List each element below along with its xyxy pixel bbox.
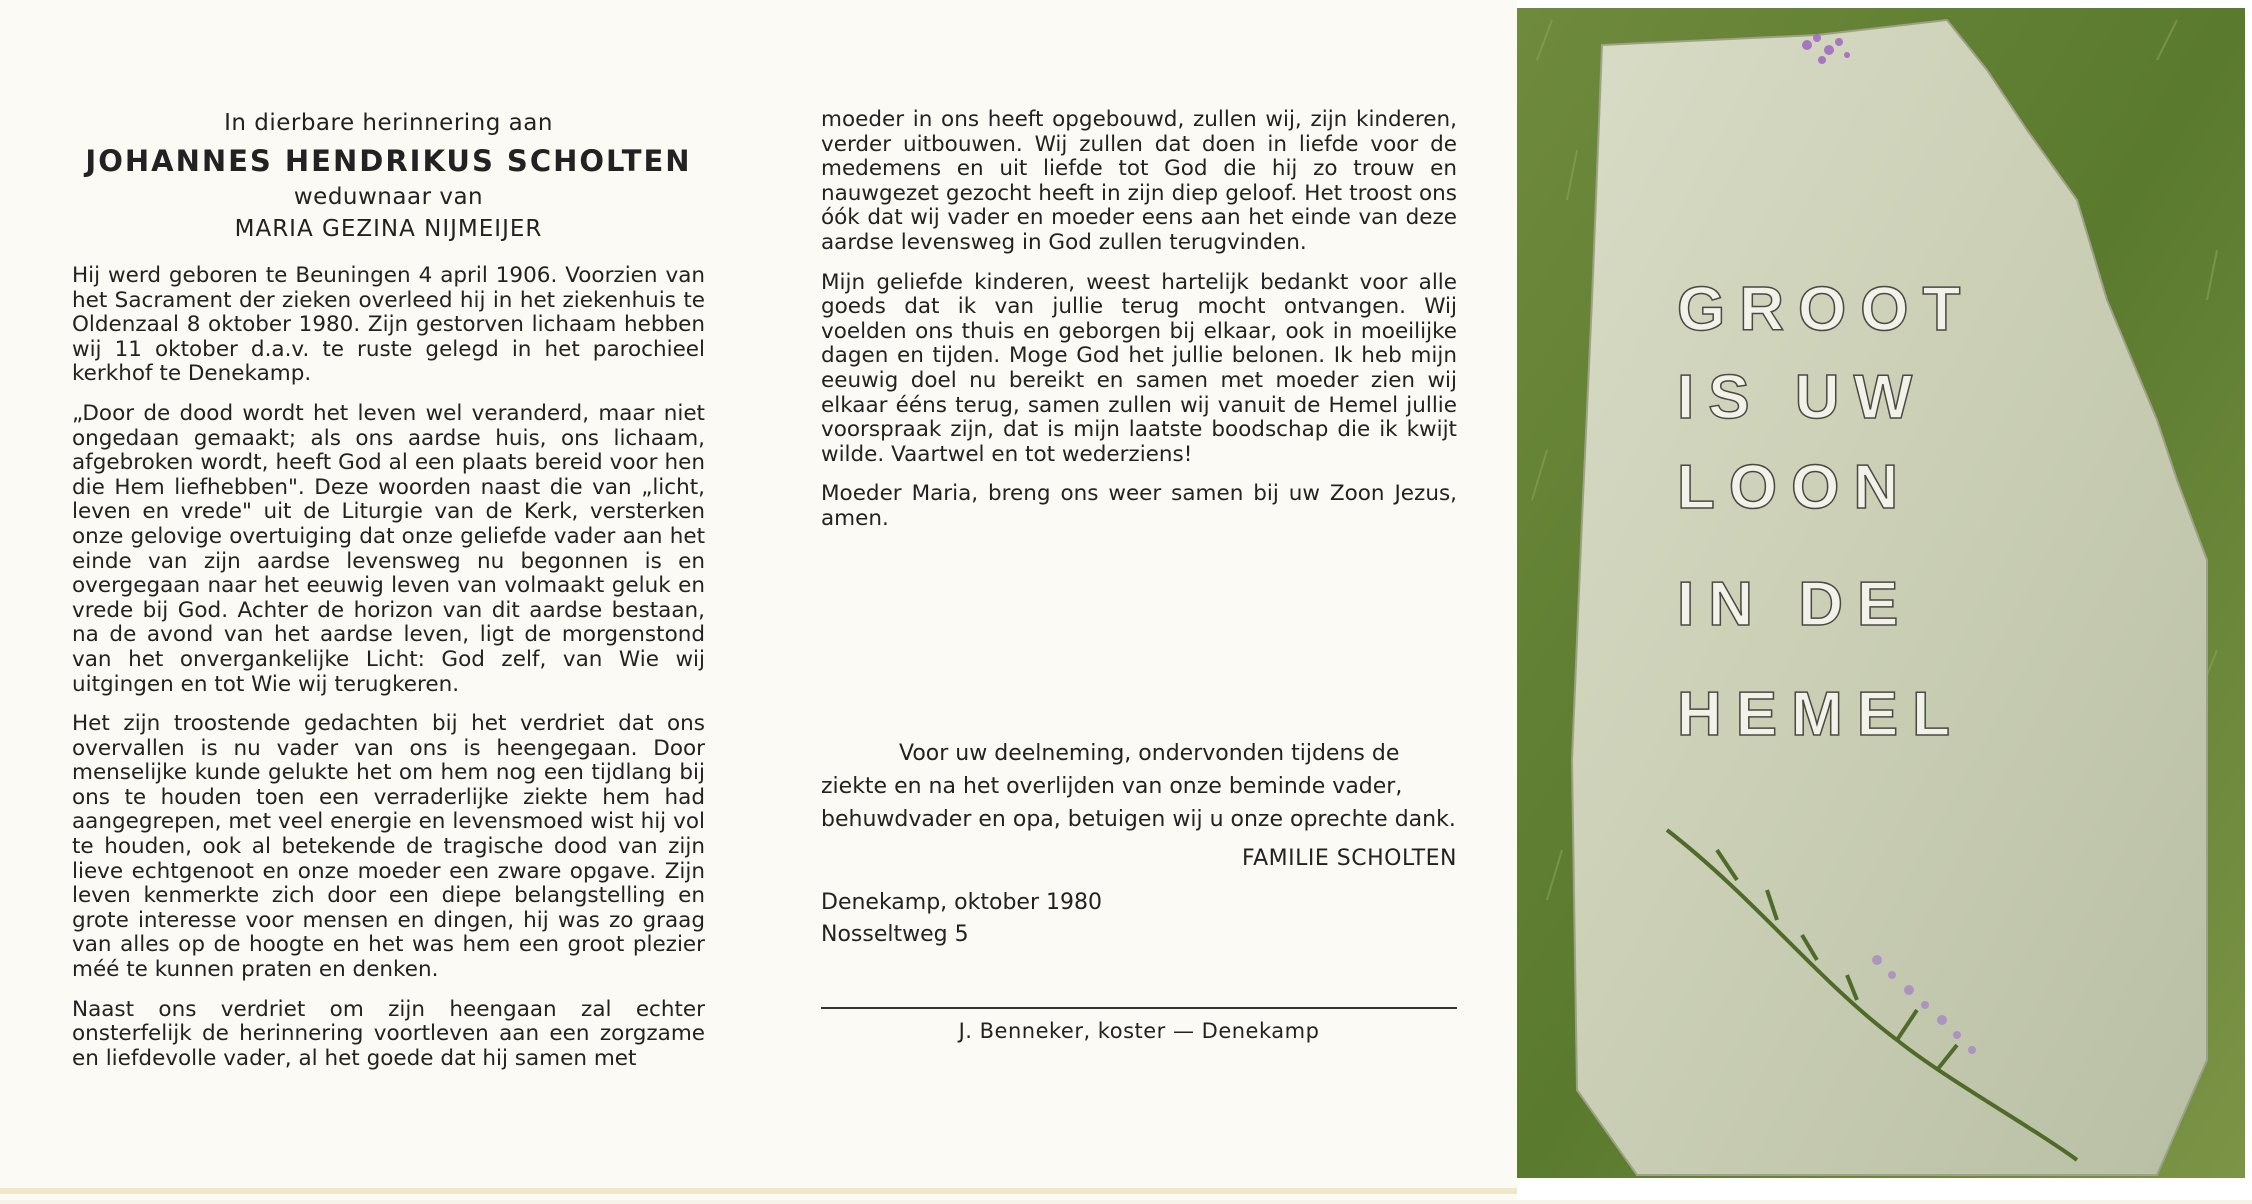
left-text-panel	[0, 0, 765, 1200]
paragraph-prayer: Moeder Maria, breng ons weer samen bij uw Zoon Jezus, amen.	[821, 481, 1457, 531]
stone-line-3: LOON	[1677, 453, 1913, 522]
deceased-name: JOHANNES HENDRIKUS SCHOLTEN	[85, 144, 692, 178]
paragraph-life: Het zijn troostende gedachten bij het verdriet dat ons overvallen is nu vader van ons is heengegaan. Door menselijke kunde gelukte het om hem nog een tijdlang bij ons te houden toen een verraderlijke ziekte hem had aangegrepen, met veel energie en levensmoed wist hij vol te houden, ook al betekende de tragische dood van zijn lieve echtgenoot en onze moeder een zware opgave. Zijn leven kenmerkte zich door een diepe belangstelling en grote interesse voor mensen en dingen, hij was zo graag van alles op de hoogte en het was hem een groot plezier méé te kunnen praten en denken.	[72, 711, 705, 983]
stone-line-5: HEMEL	[1677, 680, 1964, 749]
card-bottom-edge	[0, 1188, 1517, 1194]
stone-line-2: IS UW	[1677, 363, 1927, 432]
middle-text-panel	[765, 0, 1517, 1200]
printer-rule	[821, 1007, 1457, 1009]
gravestone-photo	[1517, 0, 2252, 1200]
paragraph-memory: Naast ons verdriet om zijn heengaan zal echter onsterfelijk de herinnering voortleven aan een zorgzame en liefdevolle vader, al het goede dat hij samen met	[72, 996, 705, 1071]
stone-line-4: IN DE	[1677, 570, 1913, 639]
family-signature: FAMILIE SCHOLTEN	[1241, 845, 1457, 871]
relation-line: weduwnaar van	[293, 184, 484, 210]
thanks-text: Voor uw deelneming, ondervonden tijdens de ziekte en na het overlijden van onze beminde vader, behuwdvader en opa, betuigen wij u onze oprechte dank.	[821, 740, 1456, 832]
printer-line: J. Benneker, koster — Denekamp	[958, 1018, 1320, 1043]
stone-line-1: GROOT	[1677, 275, 1975, 344]
place-date: Denekamp, oktober 1980	[821, 889, 1102, 915]
address: Nosseltweg 5	[821, 921, 969, 947]
intro-line: In dierbare herinnering aan	[224, 110, 553, 136]
paragraph-liturgy: „Door de dood wordt het leven wel veranderd, maar niet ongedaan gemaakt; als ons aardse huis, ons lichaam, afgebroken wordt, heeft God al een plaats bereid voor hen die Hem liefhebben". Deze woorden naast die van „licht, leven en vrede" uit de Liturgie van de Kerk, versterken onze gelovige overtuiging dat onze geliefde vader aan het einde van zijn aardse levensweg nu begonnen is en overgegaan naar het eeuwig leven van volmaakt geluk en vrede bij God. Achter de horizon van dit aardse bestaan, na de avond van het aardse leven, ligt de morgenstond van het onvergankelijke Licht: God zelf, van Wie wij uitgingen en tot Wie wij terugkeren.	[72, 400, 705, 697]
gravestone-illustration	[1517, 0, 2252, 1200]
paragraph-children: Mijn geliefde kinderen, weest hartelijk bedankt voor alle goeds dat ik van jullie terug mocht ontvangen. Wij voelden ons thuis en geborgen bij elkaar, ook in moeilijke dagen en tijden. Moge God het jullie belonen. Ik heb mijn eeuwig doel nu bereikt en samen met moeder zien wij elkaar ééns terug, samen zullen wij vanuit de Hemel jullie voorspraak zijn, dat is mijn laatste boodschap die ik kwijt wilde. Vaartwel en tot wederziens!	[821, 269, 1457, 467]
paragraph-continuation: moeder in ons heeft opgebouwd, zullen wij, zijn kinderen, verder uitbouwen. Wij zullen dat doen in liefde voor de medemens en uit liefde tot God die hij zo trouw en nauwgezet gezocht heeft in zijn diep geloof. Het troost ons óók dat wij vader en moeder eens aan het einde van deze aardse levensweg in God zullen terugvinden.	[821, 107, 1457, 255]
paragraph-birth-death: Hij werd geboren te Beuningen 4 april 1906. Voorzien van het Sacrament der zieken overleed hij in het ziekenhuis te Oldenzaal 8 oktober 1980. Zijn gestorven lichaam hebben wij 11 oktober d.a.v. te ruste gelegd in het parochieel kerkhof te Denekamp.	[72, 263, 705, 387]
spouse-name: MARIA GEZINA NIJMEIJER	[234, 216, 543, 242]
